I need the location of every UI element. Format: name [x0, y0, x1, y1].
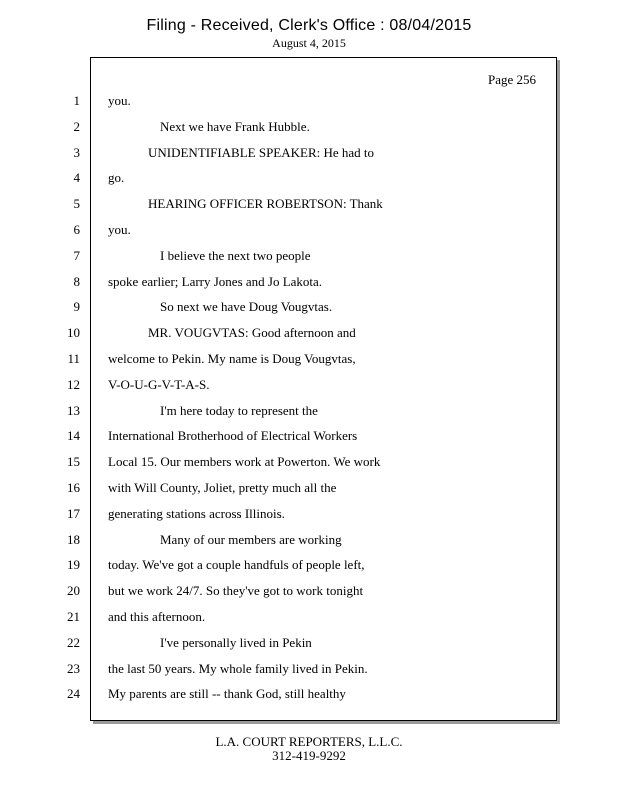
reporter-phone: 312-419-9292: [272, 748, 346, 763]
transcript-line: I believe the next two people: [160, 247, 311, 263]
line-number: 23: [67, 660, 80, 676]
line-number: 3: [73, 144, 80, 160]
transcript-line: you.: [108, 93, 131, 108]
line-number: 9: [73, 299, 80, 315]
transcript-line: welcome to Pekin. My name is Doug Vougvtas,: [108, 351, 356, 366]
line-number: 1: [73, 93, 80, 108]
transcript-line: Local 15. Our members work at Powerton. We work: [108, 454, 381, 470]
line-number: 22: [67, 634, 80, 650]
transcript-line: Next we have Frank Hubble.: [160, 118, 310, 134]
line-number: 15: [67, 454, 80, 470]
transcript-line: and this afternoon.: [108, 609, 206, 624]
page-number: Page 256: [487, 72, 536, 87]
transcript-line: with Will County, Joliet, pretty much all the: [108, 480, 337, 495]
filing-stamp: Filing - Received, Clerk's Office : 08/04/2015: [146, 17, 472, 34]
transcript-line: Many of our members are working: [160, 531, 342, 547]
transcript-line: today. We've got a couple handfuls of people left,: [108, 557, 365, 573]
line-number: 7: [73, 247, 80, 263]
line-number: 13: [67, 402, 80, 418]
transcript-line: So next we have Doug Vougvtas.: [160, 299, 333, 315]
line-number: 5: [73, 196, 80, 212]
line-number: 18: [67, 531, 80, 547]
transcript-line: International Brotherhood of Electrical Workers: [108, 428, 358, 444]
transcript-line: but we work 24/7. So they've got to work tonight: [108, 583, 364, 599]
line-number: 2: [73, 118, 80, 134]
line-number: 14: [67, 428, 80, 444]
transcript-line: My parents are still -- thank God, still healthy: [108, 686, 346, 702]
transcript-line: V-O-U-G-V-T-A-S.: [108, 376, 210, 392]
line-number: 11: [67, 351, 80, 366]
line-number: 20: [67, 583, 80, 599]
transcript-line: UNIDENTIFIABLE SPEAKER: He had to: [148, 144, 375, 160]
transcript-line: I'm here today to represent the: [160, 402, 318, 418]
line-number: 17: [67, 505, 80, 521]
line-number: 10: [67, 325, 80, 341]
transcript-line: generating stations across Illinois.: [108, 505, 285, 521]
line-number: 4: [73, 170, 80, 186]
line-number: 21: [67, 609, 80, 624]
line-number: 8: [73, 273, 80, 289]
transcript-line: MR. VOUGVTAS: Good afternoon and: [148, 325, 356, 341]
transcript-date: August 4, 2015: [272, 36, 346, 50]
transcript-line: the last 50 years. My whole family lived in Pekin.: [108, 660, 368, 676]
transcript-line: you.: [108, 222, 131, 237]
line-number: 19: [67, 557, 80, 573]
line-number: 24: [67, 686, 80, 702]
transcript-line: go.: [108, 170, 125, 186]
transcript-line: I've personally lived in Pekin: [160, 634, 312, 650]
line-number: 12: [67, 376, 80, 392]
transcript-line: HEARING OFFICER ROBERTSON: Thank: [148, 196, 383, 212]
line-number: 6: [73, 222, 80, 237]
reporter-company: L.A. COURT REPORTERS, L.L.C.: [215, 734, 403, 749]
line-number: 16: [67, 480, 80, 495]
transcript-line: spoke earlier; Larry Jones and Jo Lakota.: [108, 273, 323, 289]
